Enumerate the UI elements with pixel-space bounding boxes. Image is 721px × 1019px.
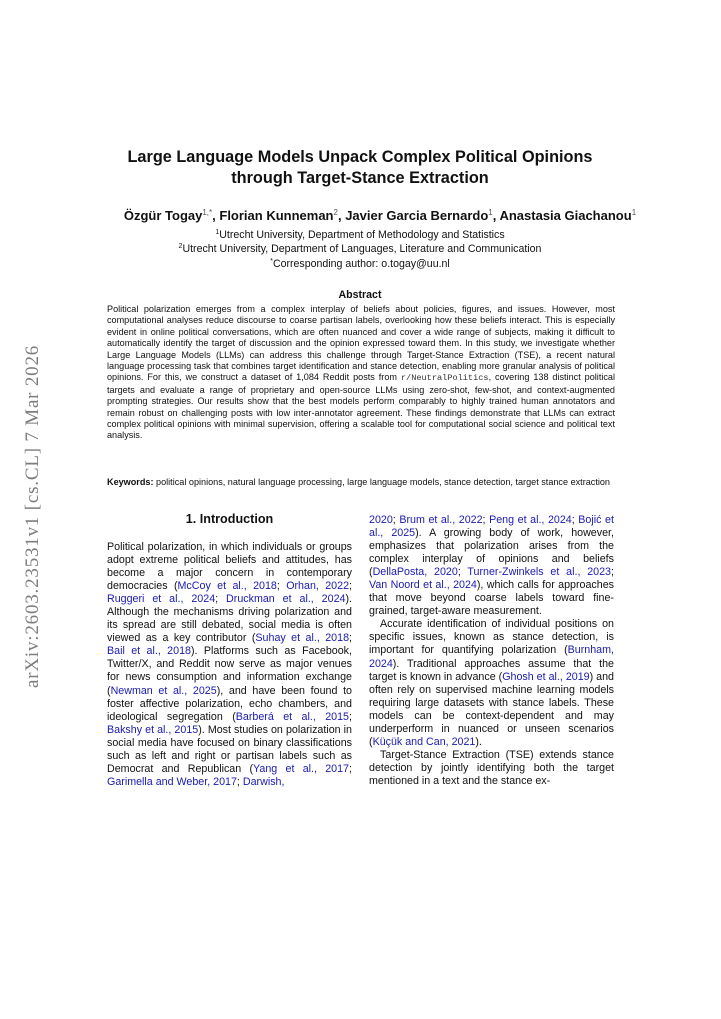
body-text: ). Although the mechanisms driving polarization and its spread are still debated, social media is often viewed as a key contributor (: [107, 593, 352, 645]
abstract-heading: Abstract: [338, 289, 382, 301]
body-text: ;: [611, 566, 614, 579]
citation-link[interactable]: Bakshy et al., 2015: [107, 723, 199, 736]
affiliation-mark: *: [270, 258, 273, 265]
affiliation-mark: 2: [178, 243, 183, 250]
body-text: ). A growing body of work, however, emphasizes that polarization arises from the complex interplay of opinions and beliefs (: [369, 527, 614, 579]
body-text: ) and often rely on supervised machine learning models requiring large datasets with stance labels. These models can be context-dependent and may underperform in nuanced or unseen scenarios (: [369, 670, 614, 748]
body-text: ;: [482, 514, 490, 526]
citation-link[interactable]: Barberá et al., 2015: [235, 710, 350, 723]
body-text: Accurate identification of individual positions on specific issues, known as stance detection, is important for quantifying polarization (: [369, 618, 614, 657]
citation-link[interactable]: Ghosh et al., 2019: [502, 670, 590, 683]
body-text: Target-Stance Extraction (TSE) extends stance detection by jointly identifying both the target mentioned in a text and the stance ex-: [369, 748, 614, 787]
body-text: ).: [475, 735, 482, 748]
subreddit-code: r/NeutralPolitics: [400, 373, 489, 384]
citation-link[interactable]: McCoy et al., 2018: [177, 580, 277, 593]
citation-link[interactable]: Küçük and Can, 2021: [372, 735, 476, 748]
body-text: ), and have been found to foster affective polarization, echo chambers, and ideological segregation (: [107, 684, 352, 723]
citation-link[interactable]: Brum et al., 2022: [399, 514, 483, 526]
body-text: ;: [349, 710, 352, 723]
citation-link[interactable]: Orhan, 2022: [286, 580, 350, 593]
citation-link[interactable]: Newman et al., 2025: [110, 684, 217, 697]
abstract-text: , covering 138 distinct political targets and evaluate a range of proprietary and open-source LLMs using zero-shot, few-shot, and context-augmented prompting strategies. Our results show that the best models perform comparably to highly trained human annotators and remain robust on challenging posts with low inter-annotator agreement. These findings demonstrate that LLMs can extract complex political opinions with minimal supervision, offering a scalable tool for computational social science and political text analysis.: [107, 372, 615, 441]
citation-link[interactable]: Turner-Zwinkels et al., 2023: [467, 566, 612, 579]
paper-title: [90, 147, 630, 189]
keywords: [107, 477, 659, 488]
affiliation-text: Utrecht University, Department of Methodology and Statistics: [219, 229, 505, 241]
body-text: ;: [571, 514, 579, 526]
paragraph: [369, 618, 614, 748]
citation-link[interactable]: 2020: [369, 514, 393, 526]
affiliation: [100, 255, 620, 271]
citation-link[interactable]: Garimella and Weber, 2017: [107, 775, 237, 788]
citation-link[interactable]: Burnham, 2024: [369, 644, 614, 670]
citation-link[interactable]: Yang et al., 2017: [253, 762, 350, 775]
paragraph: [369, 749, 614, 788]
author-list: Özgür Togay$^{1,*}$, Florian Kunneman$^2$, Javier Garcia Bernardo$^1$, Anastasia Giachanou$^1$: [123, 208, 637, 223]
citation-link[interactable]: Suhay et al., 2018: [255, 632, 350, 645]
keywords-text: political opinions, natural language processing, large language models, stance detection, target stance extraction: [153, 477, 610, 487]
body-text: ;: [349, 762, 352, 775]
affiliation-mark: 1: [215, 229, 220, 236]
author-mark: 1: [488, 208, 493, 217]
citation-link[interactable]: Ruggeri et al., 2024: [107, 593, 216, 606]
title-line-2: through Target-Stance Extraction: [231, 169, 489, 187]
body-text: ). Platforms such as Facebook, Twitter/X, and Reddit now serve as major venues for news consumption and information exchange (: [107, 645, 352, 697]
paragraph: [107, 541, 352, 789]
paragraph: [369, 514, 614, 618]
citation-link[interactable]: Bojić et al., 2025: [369, 514, 614, 540]
body-text: Political polarization, in which individuals or groups adopt extreme political beliefs and attitudes, has become a major concern in contemporary democracies (: [107, 541, 352, 593]
author-name: Anastasia Giachanou: [499, 208, 632, 223]
author-mark: 1,*: [202, 208, 213, 217]
section-heading: 1. Introduction: [185, 512, 274, 526]
body-text: ;: [236, 775, 243, 788]
citation-link[interactable]: DellaPosta, 2020: [372, 566, 458, 579]
citation-link[interactable]: Darwish,: [242, 775, 285, 788]
body-text: ). Traditional approaches assume that the target is known in advance (: [369, 657, 614, 683]
keywords-label: Keywords:: [107, 477, 154, 487]
affiliation-text: Corresponding author: o.togay@uu.nl: [272, 258, 450, 270]
abstract-body: [107, 304, 615, 442]
author-name: Özgür Togay: [123, 208, 203, 223]
author-name: Florian Kunneman: [219, 208, 334, 223]
body-text: ;: [349, 580, 352, 593]
citation-link[interactable]: Peng et al., 2024: [489, 514, 572, 526]
body-text: ;: [392, 514, 400, 526]
author-mark: 2: [333, 208, 338, 217]
arxiv-identifier: arXiv:2603.23531v1 [cs.CL] 7 Mar 2026: [22, 344, 43, 688]
arxiv-sidebar: [18, 300, 58, 690]
affiliation: [100, 240, 620, 256]
left-column: [107, 541, 352, 789]
affiliation-text: Utrecht University, Department of Languages, Literature and Communication: [182, 243, 542, 255]
right-column: [369, 514, 614, 788]
author-name: Javier Garcia Bernardo: [345, 208, 489, 223]
citation-link[interactable]: Bail et al., 2018: [107, 645, 191, 658]
body-text: ). Most studies on polarization in social media have focused on binary classifications such as left and right or partisan labels such as Democrat and Republican (: [107, 723, 352, 775]
body-text: ;: [457, 566, 468, 579]
abstract-text: Political polarization emerges from a complex interplay of beliefs about policies, figures, and issues. However, most computational analyses reduce discourse to coarse partisan labels, overlooking how these beliefs interact. This is especially evident in online political conversations, which are often nuanced and cover a wide range of subjects, making it difficult to automatically identify the target of discussion and the opinion expressed toward them. In this study, we investigate whether Large Language Models (LLMs) can address this challenge through Target-Stance Extraction (TSE), a recent natural language processing task that combines target identification and stance detection, enabling more granular analysis of political opinions. For this, we construct a dataset of 1,084 Reddit posts from: [107, 304, 615, 383]
author-mark: 1: [631, 208, 637, 217]
body-text: ;: [215, 593, 227, 606]
body-text: ;: [276, 580, 287, 593]
citation-link[interactable]: Druckman et al., 2024: [226, 593, 346, 606]
body-text: ;: [349, 632, 352, 645]
title-line-1: Large Language Models Unpack Complex Political Opinions: [127, 148, 593, 166]
body-text: ), which calls for approaches that move beyond coarse labels toward fine-grained, target-aware measurement.: [369, 579, 614, 618]
citation-link[interactable]: Van Noord et al., 2024: [369, 579, 477, 592]
